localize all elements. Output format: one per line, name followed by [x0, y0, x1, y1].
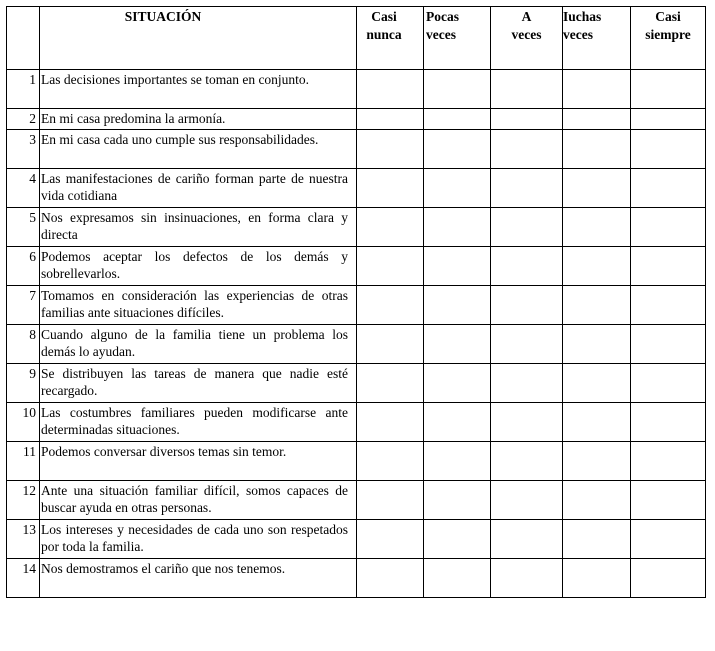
answer-cell-casi-siempre[interactable]	[631, 403, 706, 442]
header-a-veces-line1: A	[521, 9, 532, 24]
row-number: 3	[7, 130, 40, 169]
row-situation: Las manifestaciones de cariño forman parte de nuestra vida cotidiana	[40, 169, 357, 208]
answer-cell-casi-nunca[interactable]	[357, 481, 424, 520]
answer-cell-casi-siempre[interactable]	[631, 169, 706, 208]
table-row	[7, 559, 706, 598]
answer-cell-casi-siempre[interactable]	[631, 325, 706, 364]
answer-cell-casi-nunca[interactable]	[357, 520, 424, 559]
table-row	[7, 109, 706, 130]
answer-cell-a-veces[interactable]	[491, 442, 563, 481]
answer-cell-a-veces[interactable]	[491, 364, 563, 403]
row-number: 7	[7, 286, 40, 325]
header-a-veces-line2: veces	[511, 27, 542, 42]
row-situation: Tomamos en consideración las experiencias de otras familias ante situaciones difíciles.	[40, 286, 357, 325]
row-number: 14	[7, 559, 40, 598]
table-row	[7, 364, 706, 403]
answer-cell-casi-siempre[interactable]	[631, 520, 706, 559]
row-number: 12	[7, 481, 40, 520]
answer-cell-pocas-veces[interactable]	[424, 481, 491, 520]
answer-cell-muchas-veces[interactable]	[563, 325, 631, 364]
row-situation: Las costumbres familiares pueden modificarse ante determinadas situaciones.	[40, 403, 357, 442]
header-casi-siempre	[631, 7, 706, 70]
answer-cell-casi-siempre[interactable]	[631, 286, 706, 325]
answer-cell-a-veces[interactable]	[491, 403, 563, 442]
row-number: 5	[7, 208, 40, 247]
row-situation: Nos demostramos el cariño que nos tenemos.	[40, 559, 357, 598]
answer-cell-muchas-veces[interactable]	[563, 403, 631, 442]
answer-cell-a-veces[interactable]	[491, 109, 563, 130]
answer-cell-casi-siempre[interactable]	[631, 364, 706, 403]
row-situation: Las decisiones importantes se toman en conjunto.	[40, 70, 357, 109]
answer-cell-casi-nunca[interactable]	[357, 403, 424, 442]
answer-cell-a-veces[interactable]	[491, 70, 563, 109]
answer-cell-casi-siempre[interactable]	[631, 130, 706, 169]
answer-cell-casi-siempre[interactable]	[631, 559, 706, 598]
header-pocas-veces-line2: veces	[426, 27, 456, 42]
answer-cell-casi-siempre[interactable]	[631, 481, 706, 520]
header-row	[7, 7, 706, 70]
row-situation: Cuando alguno de la familia tiene un problema los demás lo ayudan.	[40, 325, 357, 364]
answer-cell-muchas-veces[interactable]	[563, 247, 631, 286]
row-situation: Podemos conversar diversos temas sin temor.	[40, 442, 357, 481]
row-situation: En mi casa cada uno cumple sus responsabilidades.	[40, 130, 357, 169]
answer-cell-a-veces[interactable]	[491, 325, 563, 364]
answer-cell-pocas-veces[interactable]	[424, 364, 491, 403]
answer-cell-pocas-veces[interactable]	[424, 325, 491, 364]
answer-cell-casi-siempre[interactable]	[631, 70, 706, 109]
answer-cell-pocas-veces[interactable]	[424, 442, 491, 481]
answer-cell-casi-nunca[interactable]	[357, 70, 424, 109]
answer-cell-casi-siempre[interactable]	[631, 247, 706, 286]
answer-cell-casi-nunca[interactable]	[357, 364, 424, 403]
header-muchas-veces	[563, 7, 631, 70]
answer-cell-casi-siempre[interactable]	[631, 442, 706, 481]
answer-cell-muchas-veces[interactable]	[563, 208, 631, 247]
header-situation: SITUACIÓN	[40, 7, 357, 70]
answer-cell-muchas-veces[interactable]	[563, 520, 631, 559]
table-row	[7, 520, 706, 559]
header-casi-nunca-line1: Casi	[371, 9, 397, 24]
header-pocas-veces	[424, 7, 491, 70]
header-casi-nunca	[357, 7, 424, 70]
header-a-veces	[491, 7, 563, 70]
table-row	[7, 325, 706, 364]
header-muchas-veces-line1: Iuchas	[563, 9, 602, 24]
row-situation: Ante una situación familiar difícil, somos capaces de buscar ayuda en otras personas.	[40, 481, 357, 520]
header-muchas-veces-line2: veces	[563, 27, 593, 42]
answer-cell-a-veces[interactable]	[491, 169, 563, 208]
row-situation: Podemos aceptar los defectos de los demás y sobrellevarlos.	[40, 247, 357, 286]
answer-cell-casi-nunca[interactable]	[357, 325, 424, 364]
table-row	[7, 403, 706, 442]
answer-cell-pocas-veces[interactable]	[424, 403, 491, 442]
table-row	[7, 442, 706, 481]
row-number: 6	[7, 247, 40, 286]
answer-cell-casi-nunca[interactable]	[357, 442, 424, 481]
answer-cell-a-veces[interactable]	[491, 559, 563, 598]
answer-cell-casi-nunca[interactable]	[357, 559, 424, 598]
table-row	[7, 130, 706, 169]
answer-cell-pocas-veces[interactable]	[424, 559, 491, 598]
answer-cell-casi-nunca[interactable]	[357, 109, 424, 130]
answer-cell-muchas-veces[interactable]	[563, 169, 631, 208]
answer-cell-a-veces[interactable]	[491, 520, 563, 559]
answer-cell-a-veces[interactable]	[491, 481, 563, 520]
answer-cell-pocas-veces[interactable]	[424, 130, 491, 169]
answer-cell-a-veces[interactable]	[491, 286, 563, 325]
header-pocas-veces-line1: Pocas	[426, 9, 459, 24]
answer-cell-muchas-veces[interactable]	[563, 364, 631, 403]
row-number: 13	[7, 520, 40, 559]
answer-cell-pocas-veces[interactable]	[424, 208, 491, 247]
answer-cell-pocas-veces[interactable]	[424, 520, 491, 559]
answer-cell-pocas-veces[interactable]	[424, 70, 491, 109]
row-situation: En mi casa predomina la armonía.	[40, 109, 357, 130]
answer-cell-casi-nunca[interactable]	[357, 286, 424, 325]
row-number: 11	[7, 442, 40, 481]
answer-cell-pocas-veces[interactable]	[424, 247, 491, 286]
family-functioning-survey-table	[6, 6, 706, 598]
table-row	[7, 169, 706, 208]
answer-cell-casi-siempre[interactable]	[631, 208, 706, 247]
answer-cell-pocas-veces[interactable]	[424, 109, 491, 130]
answer-cell-pocas-veces[interactable]	[424, 286, 491, 325]
row-number: 10	[7, 403, 40, 442]
row-number: 9	[7, 364, 40, 403]
answer-cell-a-veces[interactable]	[491, 208, 563, 247]
row-number: 1	[7, 70, 40, 109]
row-number: 2	[7, 109, 40, 130]
answer-cell-casi-nunca[interactable]	[357, 208, 424, 247]
row-situation: Nos expresamos sin insinuaciones, en forma clara y directa	[40, 208, 357, 247]
table-row	[7, 286, 706, 325]
table-row	[7, 208, 706, 247]
answer-cell-muchas-veces[interactable]	[563, 70, 631, 109]
answer-cell-muchas-veces[interactable]	[563, 130, 631, 169]
answer-cell-muchas-veces[interactable]	[563, 109, 631, 130]
table-row	[7, 481, 706, 520]
answer-cell-pocas-veces[interactable]	[424, 169, 491, 208]
row-number: 8	[7, 325, 40, 364]
answer-cell-muchas-veces[interactable]	[563, 442, 631, 481]
answer-cell-casi-siempre[interactable]	[631, 109, 706, 130]
row-situation: Se distribuyen las tareas de manera que nadie esté recargado.	[40, 364, 357, 403]
header-casi-siempre-line1: Casi	[655, 9, 681, 24]
answer-cell-a-veces[interactable]	[491, 247, 563, 286]
answer-cell-casi-nunca[interactable]	[357, 247, 424, 286]
answer-cell-a-veces[interactable]	[491, 130, 563, 169]
answer-cell-muchas-veces[interactable]	[563, 286, 631, 325]
table-row	[7, 70, 706, 109]
header-casi-nunca-line2: nunca	[366, 27, 402, 42]
answer-cell-casi-nunca[interactable]	[357, 130, 424, 169]
answer-cell-casi-nunca[interactable]	[357, 169, 424, 208]
table-row	[7, 247, 706, 286]
header-casi-siempre-line2: siempre	[645, 27, 691, 42]
header-number	[7, 7, 40, 70]
row-situation: Los intereses y necesidades de cada uno son respetados por toda la familia.	[40, 520, 357, 559]
answer-cell-muchas-veces[interactable]	[563, 559, 631, 598]
row-number: 4	[7, 169, 40, 208]
answer-cell-muchas-veces[interactable]	[563, 481, 631, 520]
